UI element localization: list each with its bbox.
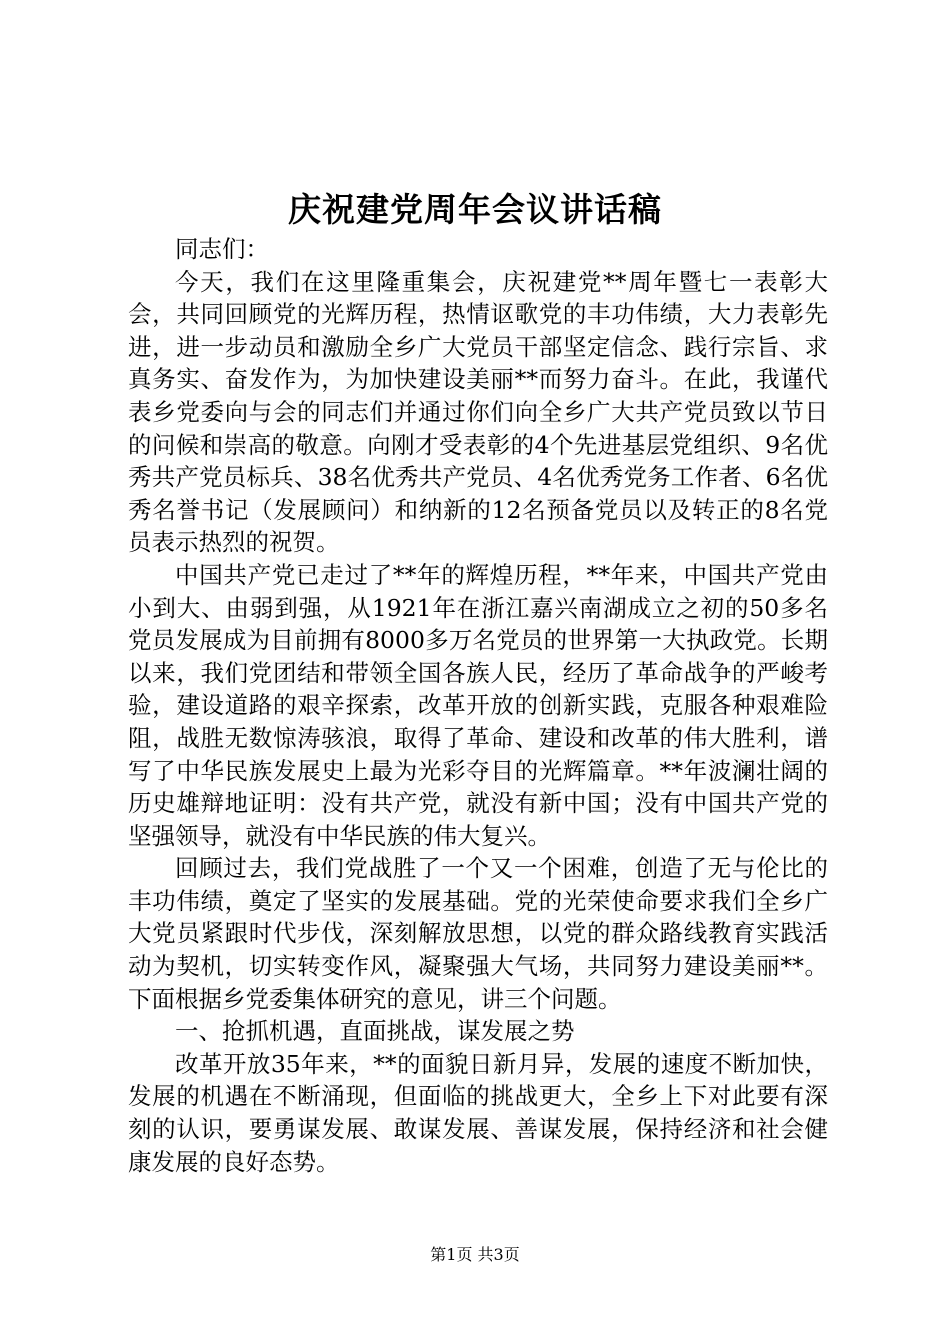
paragraph-review: 回顾过去，我们党战胜了一个又一个困难，创造了无与伦比的丰功伟绩，奠定了坚实的发展基础。党的光荣使命要求我们全乡广大党员紧跟时代步伐，深刻解放思想，以党的群众路线教育实践活动为契机，切实转变作风，凝聚强大气场，共同努力建设美丽**。下面根据乡党委集体研究的意见，讲三个问题。 bbox=[128, 854, 828, 1013]
paragraph-opening: 今天，我们在这里隆重集会，庆祝建党**周年暨七一表彰大会，共同回顾党的光辉历程，热情讴歌党的丰功伟绩，大力表彰先进，进一步动员和激励全乡广大党员干部坚定信念、践行宗旨、求真务实、奋发作为，为加快建设美丽**而努力奋斗。在此，我谨代表乡党委向与会的同志们并通过你们向全乡广大共产党员致以节日的问候和崇高的敬意。向刚才受表彰的4个先进基层党组织、9名优秀共产党员标兵、38名优秀共产党员、4名优秀党务工作者、6名优秀名誉书记（发展顾问）和纳新的12名预备党员以及转正的8名党员表示热烈的祝贺。 bbox=[128, 267, 828, 557]
section-heading-one: 一、抢抓机遇，直面挑战，谋发展之势 bbox=[175, 1017, 575, 1046]
salutation: 同志们： bbox=[175, 235, 269, 263]
document-body bbox=[128, 233, 828, 1178]
paragraph-reform: 改革开放35年来，**的面貌日新月异，发展的速度不断加快，发展的机遇在不断涌现，但面临的挑战更大，全乡上下对此要有深刻的认识，要勇谋发展、敢谋发展、善谋发展，保持经济和社会健康发展的良好态势。 bbox=[128, 1049, 828, 1176]
document-title: 庆祝建党周年会议讲话稿 bbox=[288, 190, 662, 229]
paragraph-history: 中国共产党已走过了**年的辉煌历程，**年来，中国共产党由小到大、由弱到强，从1921年在浙江嘉兴南湖成立之初的50多名党员发展成为目前拥有8000多万名党员的世界第一大执政党。长期以来，我们党团结和带领全国各族人民，经历了革命战争的严峻考验，建设道路的艰辛探索，改革开放的创新实践，克服各种艰难险阻，战胜无数惊涛骇浪，取得了革命、建设和改革的伟大胜利，谱写了中华民族发展史上最为光彩夺目的光辉篇章。**年波澜壮阔的历史雄辩地证明：没有共产党，就没有新中国；没有中国共产党的坚强领导，就没有中华民族的伟大复兴。 bbox=[128, 560, 828, 850]
page-footer: 第1页 共3页 bbox=[430, 1245, 520, 1264]
